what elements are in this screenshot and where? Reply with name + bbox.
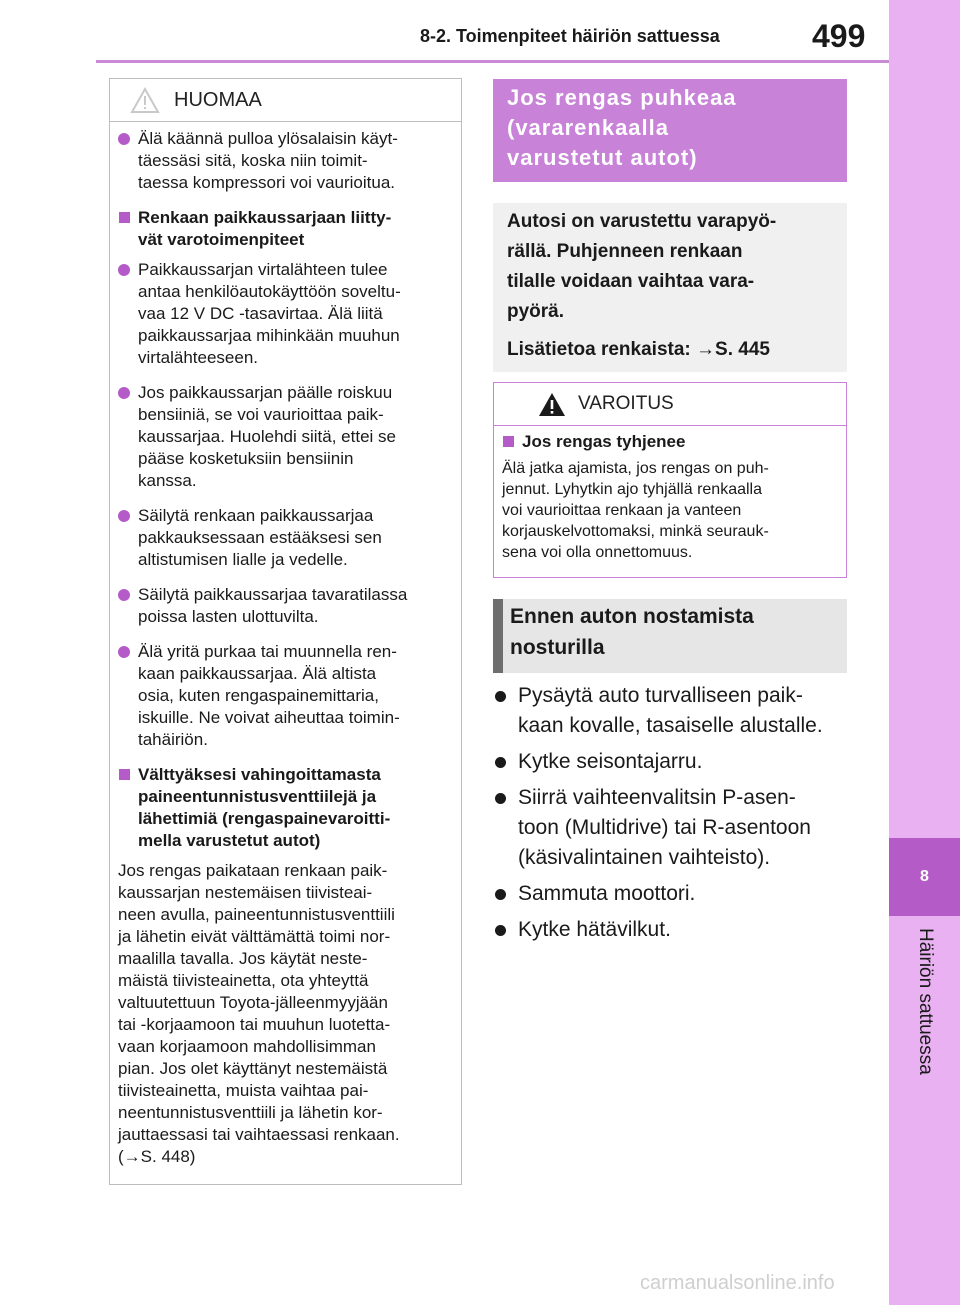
jacking-step	[495, 915, 855, 945]
notice-bullet-item	[118, 259, 449, 369]
spare-wheel-intro: Autosi on varustettu varapyö- rällä. Puhjenneen renkaan tilalle voidaan vaihtaa vara- pyörä.	[507, 211, 777, 322]
jacking-step-text: Kytke hätävilkut.	[518, 918, 671, 941]
notice-bullet-item	[118, 505, 449, 571]
jacking-step-text: Kytke seisontajarru.	[518, 750, 703, 773]
section-title-jacking-text: Ennen auton nostamista nosturilla	[510, 605, 754, 659]
warning-subheading	[502, 431, 836, 452]
notice-item-text: Välttyäksesi vahingoittamasta paineentunnistusventtiilejä ja lähettimiä (rengaspainevaroitti- mella varustetut autot)	[138, 765, 391, 850]
notice-bullet-item	[118, 382, 449, 492]
square-bullet-icon	[503, 436, 514, 447]
header-rule	[96, 60, 890, 63]
page-number: 499	[812, 18, 866, 54]
square-bullet-icon	[119, 212, 130, 223]
jacking-step	[495, 681, 855, 741]
notice-header	[110, 79, 461, 122]
notice-item-text: Jos rengas paikataan renkaan paik- kaussarjan nestemäisen tiivisteai- neen avulla, paineentunnistusventtiili ja lähetin eivät välttämättä toimi nor- maalilla tavalla. Jos käytät neste- mäistä tiivisteainetta, ota yhteyttä valtuutettuun Toyota-jälleenmyyjään tai -korjaamoon tai muuhun luotetta- vaan korjaamoon mahdollisimman pian. Jos olet käyttänyt nestemäistä tiivisteainetta, muista vaihtaa pai- neentunnistusventtiili ja lähetin kor- jauttaessasi tai vaihtaessasi renkaan. (→S. 448)	[118, 861, 400, 1166]
notice-item-text: Älä käännä pulloa ylösalaisin käyt- täessäsi sitä, koska niin toimit- taessa kompressori voi vaurioitua.	[138, 129, 398, 192]
notice-item-text: Paikkaussarjan virtalähteen tulee antaa henkilöautokäyttöön soveltu- vaa 12 V DC -tasavirtaa. Älä liitä paikkaussarjaa mihinkään muuhun virtalähteeseen.	[138, 260, 401, 367]
chapter-label-text: Häiriön sattuessa	[915, 928, 936, 1075]
round-bullet-icon	[495, 889, 506, 900]
warning-header	[494, 383, 846, 426]
section-title-text: Jos rengas puhkeaa (vararenkaalla varustetut autot)	[507, 85, 737, 170]
warning-body	[494, 426, 846, 563]
notice-title: HUOMAA	[174, 88, 262, 111]
tire-info-reference: Lisätietoa renkaista: →S. 445	[507, 339, 770, 360]
section-title-jacking	[493, 599, 847, 673]
jacking-step-text: Sammuta moottori.	[518, 882, 696, 905]
round-bullet-icon	[495, 925, 506, 936]
jacking-step-text: Pysäytä auto turvalliseen paik- kaan kovalle, tasaiselle alustalle.	[518, 684, 823, 737]
jacking-step	[495, 747, 855, 777]
watermark: carmanualsonline.info	[640, 1272, 835, 1294]
running-header-title: 8-2. Toimenpiteet häiriön sattuessa	[420, 26, 720, 46]
notice-bullet-item	[118, 584, 449, 628]
round-bullet-icon	[118, 510, 130, 522]
warning-text: Älä jatka ajamista, jos rengas on puh- jennut. Lyhytkin ajo tyhjällä renkaalla voi vaurioittaa renkaan ja vanteen korjauskelvottomaksi, minkä seurauk- sena voi olla onnettomuus.	[502, 460, 769, 561]
chapter-label	[890, 928, 960, 1093]
notice-item-text: Säilytä renkaan paikkaussarjaa pakkauksessaan estääksesi sen altistumisen lialle ja vedelle.	[138, 506, 382, 569]
notice-bullet-item	[118, 128, 449, 194]
chapter-number: 8	[920, 868, 929, 885]
notice-subheading	[118, 764, 449, 852]
notice-subheading	[118, 207, 449, 251]
round-bullet-icon	[118, 264, 130, 276]
section-title-flat-tire	[493, 79, 847, 182]
warning-subheading-text: Jos rengas tyhjenee	[522, 432, 686, 451]
warning-title: VAROITUS	[578, 393, 674, 414]
warning-triangle-icon	[538, 392, 566, 417]
notice-body	[110, 122, 461, 1168]
notice-item-text: Jos paikkaussarjan päälle roiskuu bensiiniä, se voi vaurioittaa paik- kaussarjaa. Huolehdi siitä, ettei se pääse kosketuksiin bensiinin kanssa.	[138, 383, 396, 490]
round-bullet-icon	[495, 757, 506, 768]
round-bullet-icon	[495, 793, 506, 804]
notice-box	[109, 78, 462, 1185]
jacking-step	[495, 783, 855, 873]
square-bullet-icon	[119, 769, 130, 780]
chapter-number-box	[889, 838, 960, 916]
round-bullet-icon	[118, 133, 130, 145]
jacking-steps-list	[495, 681, 855, 951]
caution-triangle-icon	[130, 87, 160, 114]
round-bullet-icon	[118, 387, 130, 399]
round-bullet-icon	[118, 589, 130, 601]
notice-item-text: Säilytä paikkaussarjaa tavaratilassa poissa lasten ulottuvilta.	[138, 585, 408, 626]
round-bullet-icon	[118, 646, 130, 658]
jacking-step-text: Siirrä vaihteenvalitsin P-asen- toon (Multidrive) tai R-asentoon (käsivalintainen vaihteisto).	[518, 786, 811, 869]
chapter-side-tab	[889, 0, 960, 1305]
notice-item-text: Renkaan paikkaussarjaan liitty- vät varotoimenpiteet	[138, 208, 392, 249]
notice-bullet-item	[118, 641, 449, 751]
warning-box	[493, 382, 847, 578]
notice-item-text: Älä yritä purkaa tai muunnella ren- kaan paikkaussarjaa. Älä altista osia, kuten rengaspainemittaria, iskuille. Ne voivat aiheuttaa toimin- tahäiriön.	[138, 642, 400, 749]
jacking-step	[495, 879, 855, 909]
spare-wheel-info-box	[493, 203, 847, 372]
round-bullet-icon	[495, 691, 506, 702]
notice-paragraph	[118, 860, 449, 1168]
